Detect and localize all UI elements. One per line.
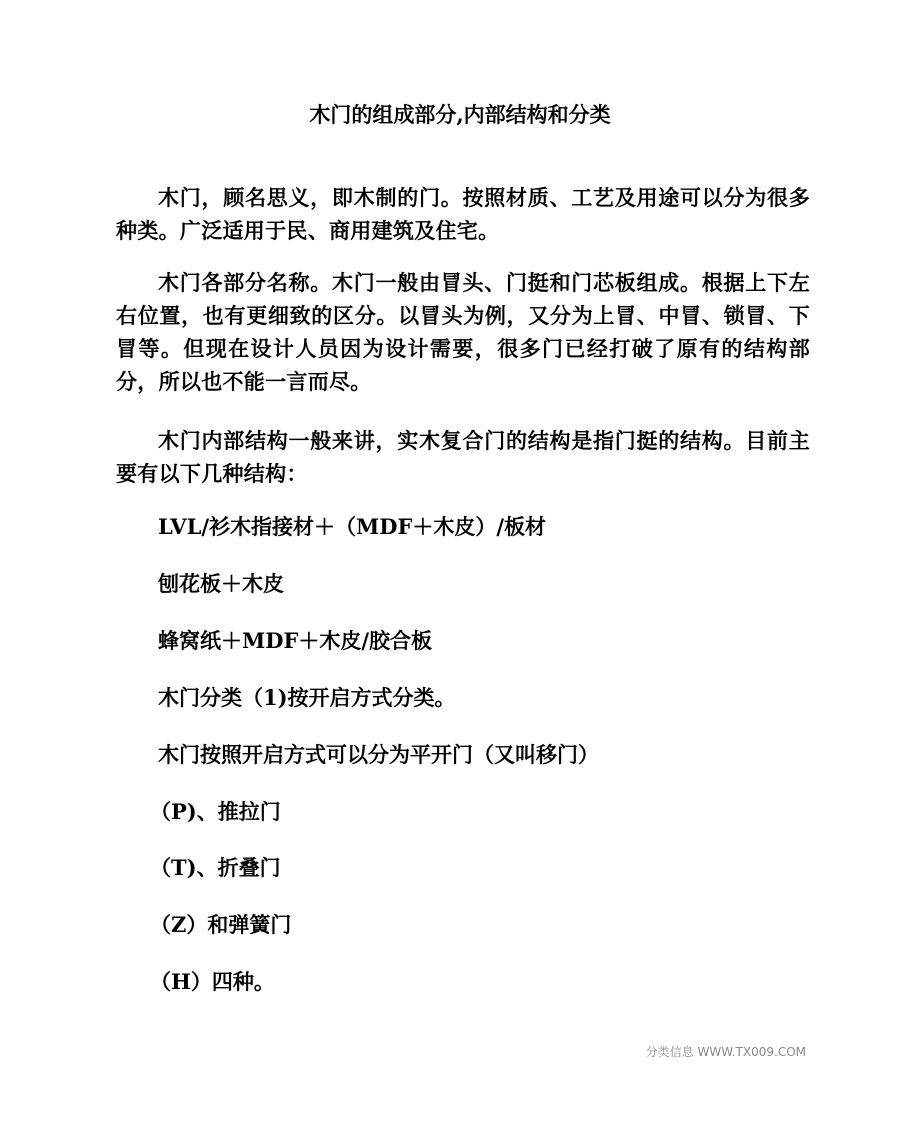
structure-item-particleboard: 刨花板＋木皮: [158, 571, 284, 596]
classification-intro: 木门按照开启方式可以分为平开门（又叫移门）: [158, 742, 599, 767]
classification-item-spring: （Z）和弹簧门: [150, 912, 292, 937]
classification-item-folding: （T)、折叠门: [150, 855, 281, 880]
structure-item-lvl: LVL/衫木指接材＋（MDF＋木皮）/板材: [158, 514, 547, 539]
paragraph-intro: 木门，顾名思义，即木制的门。按照材质、工艺及用途可以分为很多种类。广泛适用于民、商用建筑及住宅。: [116, 185, 810, 243]
footer-source: 分类信息 WWW.TX009.COM: [645, 1045, 806, 1059]
paragraph-door-parts: 木门各部分名称。木门一般由冒头、门挺和门芯板组成。根据上下左右位置，也有更细致的区分。以冒头为例，又分为上冒、中冒、锁冒、下冒等。但现在设计人员因为设计需要，很多门已经打破了原有的结构部分，所以也不能一言而尽。: [116, 270, 810, 394]
classification-item-four-kinds: （H）四种。: [150, 969, 275, 994]
structure-item-honeycomb: 蜂窝纸＋MDF＋木皮/胶合板: [158, 628, 433, 653]
document-title: 木门的组成部分,内部结构和分类: [309, 102, 611, 127]
classification-item-sliding: （P)、推拉门: [150, 799, 281, 824]
paragraph-internal-structure: 木门内部结构一般来讲，实木复合门的结构是指门挺的结构。目前主要有以下几种结构：: [116, 428, 810, 486]
classification-heading: 木门分类（1)按开启方式分类。: [158, 685, 456, 710]
